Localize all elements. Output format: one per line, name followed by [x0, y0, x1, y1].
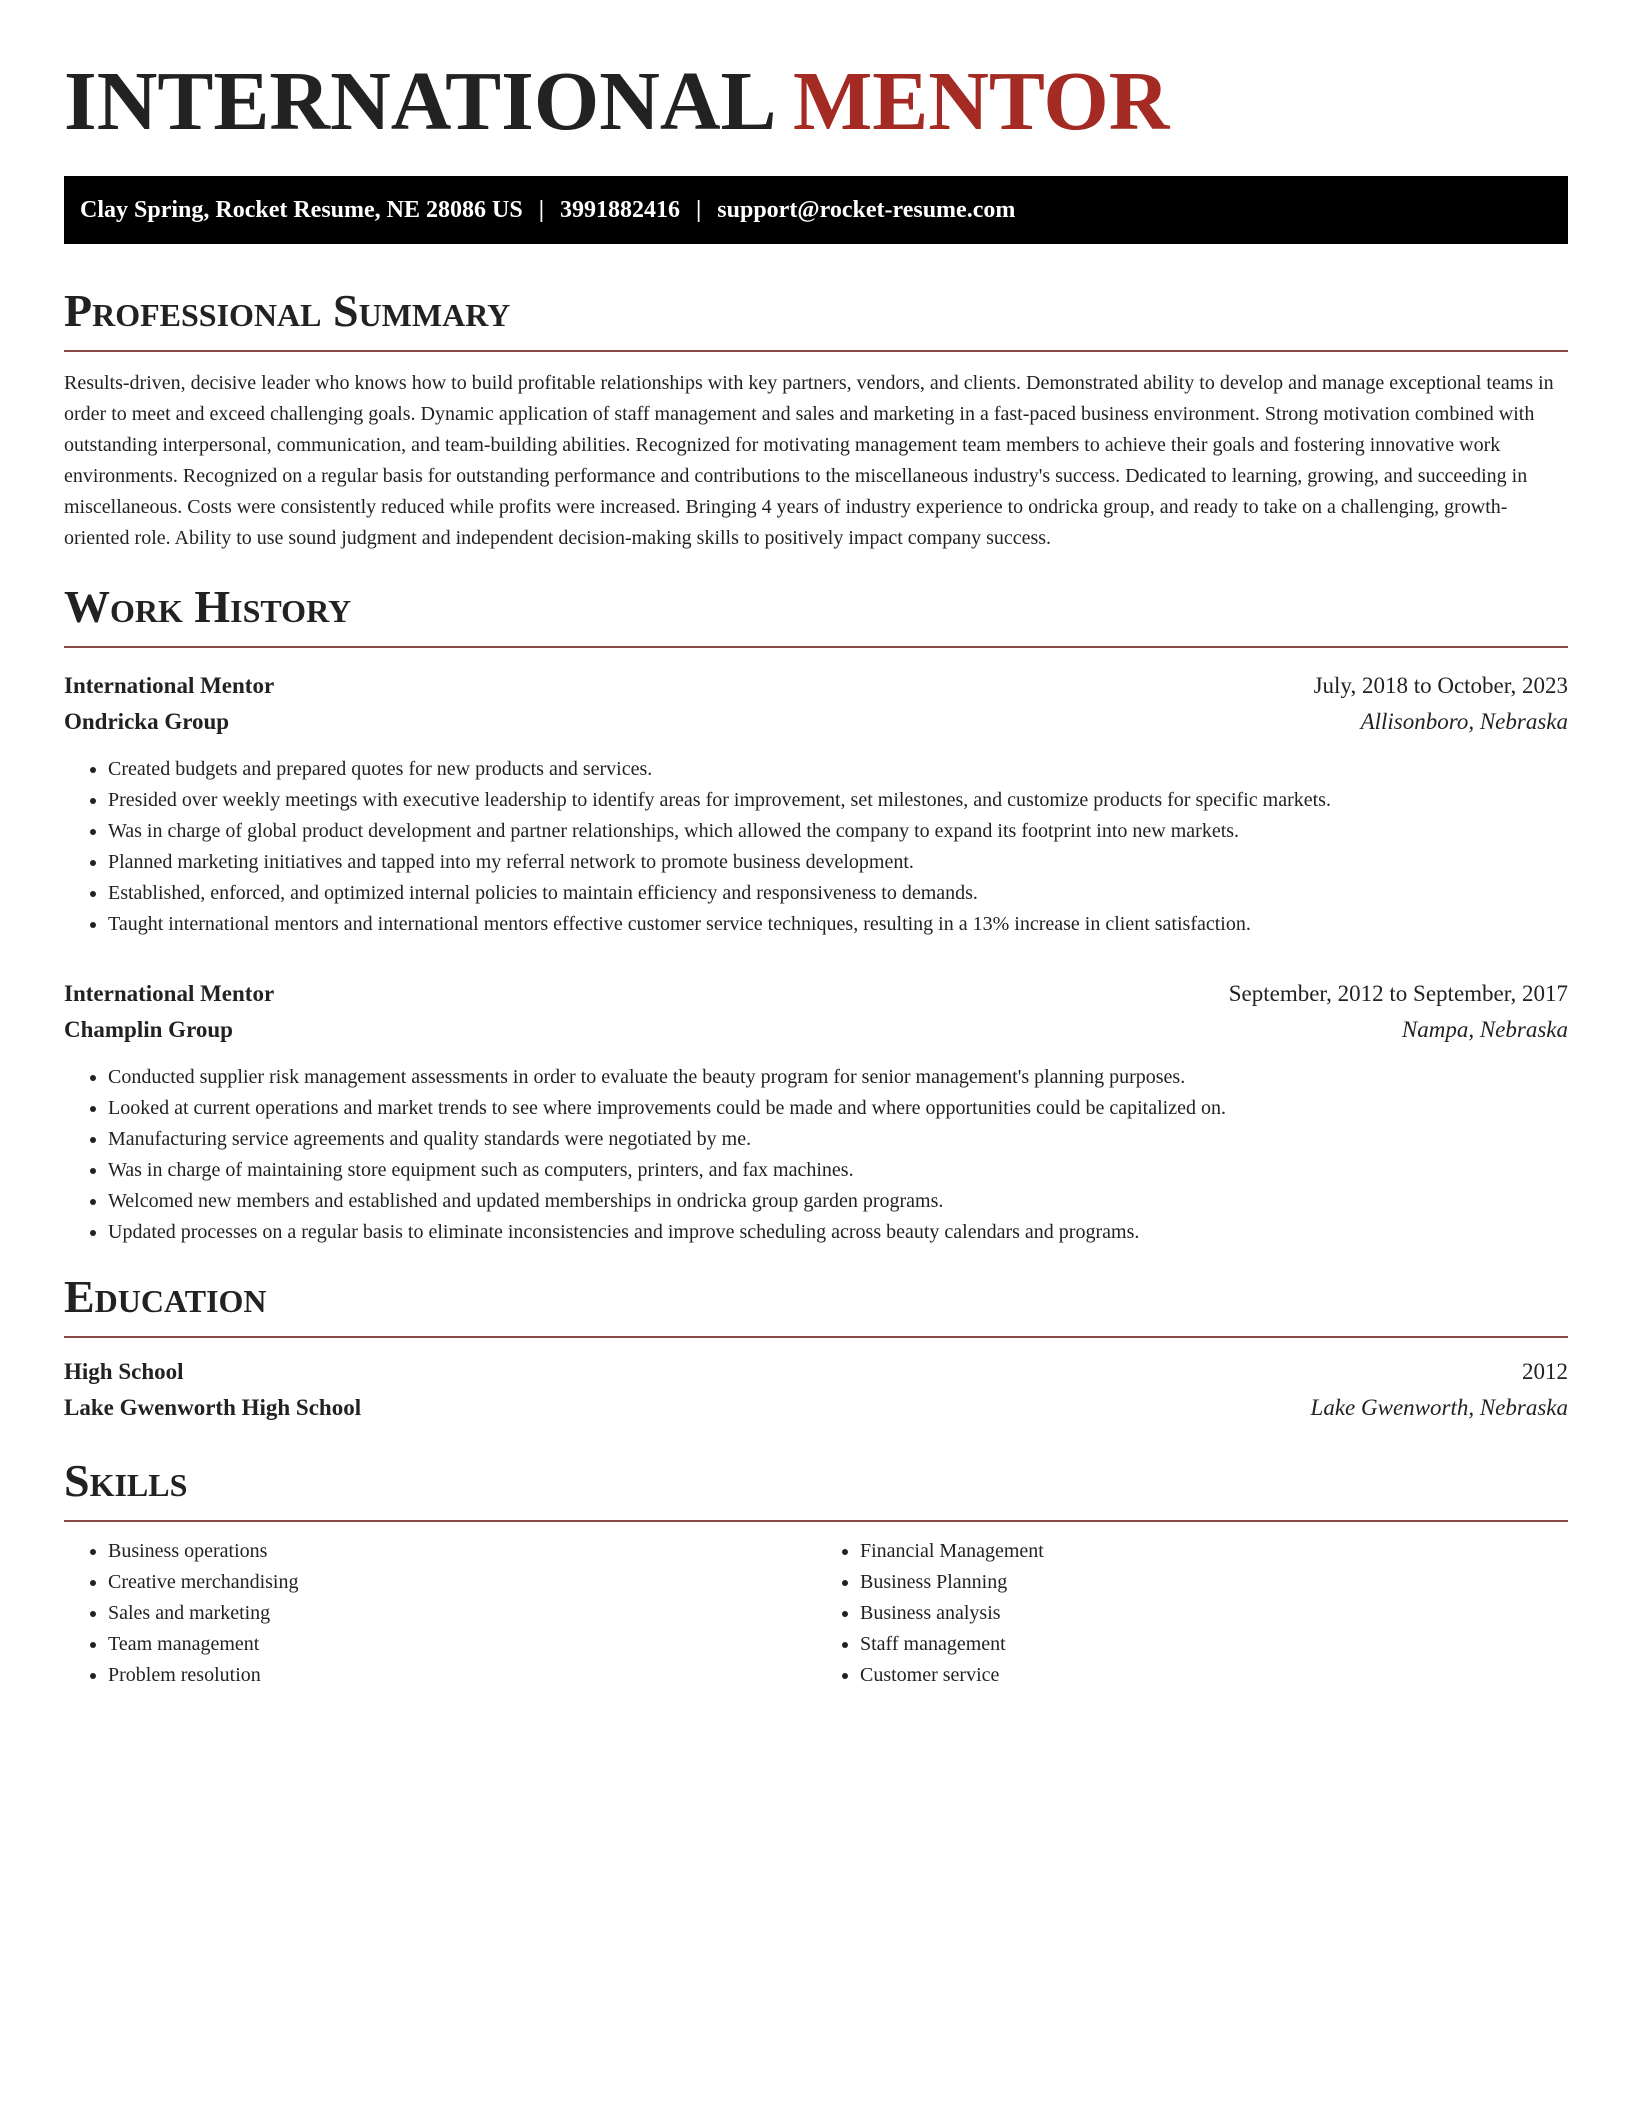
skills-grid	[64, 1536, 1568, 1691]
job-bullet: • Looked at current operations and market trends to see where improvements could be made and where opportunities could be capitalized on.	[108, 1093, 1568, 1124]
skill-item: • Problem resolution	[108, 1660, 816, 1691]
job-bullets	[64, 754, 1568, 940]
skill-item: • Creative merchandising	[108, 1567, 816, 1598]
job-dates: July, 2018 to October, 2023	[1313, 673, 1568, 698]
contact-bar	[64, 176, 1568, 244]
name-second-part: MENTOR	[792, 55, 1170, 148]
education-degree-row	[64, 1354, 1568, 1390]
job-bullets	[64, 1062, 1568, 1248]
job-entry	[64, 976, 1568, 1248]
section-title-summary: Professional Summary	[64, 284, 1568, 352]
job-bullet: • Welcomed new members and established and updated memberships in ondricka group garden programs.	[108, 1186, 1568, 1217]
skills-column-left	[64, 1536, 816, 1691]
work-history-section	[64, 580, 1568, 1248]
contact-phone: 3991882416	[559, 196, 680, 223]
section-title-work-history: Work History	[64, 580, 1568, 648]
job-header-row	[64, 976, 1568, 1012]
section-title-education: Education	[64, 1270, 1568, 1338]
education-location: Lake Gwenworth, Nebraska	[1310, 1395, 1568, 1420]
contact-separator: |	[538, 196, 544, 223]
job-company-row	[64, 1012, 1568, 1048]
job-bullet: • Established, enforced, and optimized internal policies to maintain efficiency and responsiveness to demands.	[108, 878, 1568, 909]
job-bullet: • Taught international mentors and international mentors effective customer service techniques, resulting in a 13% increase in client satisfaction.	[108, 909, 1568, 940]
education-section	[64, 1270, 1568, 1426]
job-bullet: • Created budgets and prepared quotes for new products and services.	[108, 754, 1568, 785]
job-company: Champlin Group	[64, 1017, 233, 1042]
contact-email: support@rocket-resume.com	[717, 196, 1016, 223]
job-bullet: • Manufacturing service agreements and quality standards were negotiated by me.	[108, 1124, 1568, 1155]
skills-column-right	[816, 1536, 1568, 1691]
contact-separator: |	[695, 196, 702, 223]
job-bullet: • Conducted supplier risk management assessments in order to evaluate the beauty program for senior management's planning purposes.	[108, 1062, 1568, 1093]
job-location: Allisonboro, Nebraska	[1360, 709, 1568, 734]
name-first-part: INTERNATIONAL	[64, 55, 772, 148]
skill-item: • Business analysis	[860, 1598, 1568, 1629]
skill-item: • Business operations	[108, 1536, 816, 1567]
skill-item: • Sales and marketing	[108, 1598, 816, 1629]
job-header-row	[64, 668, 1568, 704]
skills-section	[64, 1454, 1568, 1691]
skill-item: • Financial Management	[860, 1536, 1568, 1567]
job-position: International Mentor	[64, 673, 275, 698]
skill-item: • Team management	[108, 1629, 816, 1660]
contact-address: Clay Spring, Rocket Resume, NE 28086 US	[80, 196, 523, 223]
education-degree: High School	[64, 1359, 184, 1384]
job-bullet: • Was in charge of global product development and partner relationships, which allowed the company to expand its footprint into new markets.	[108, 816, 1568, 847]
skill-item: • Customer service	[860, 1660, 1568, 1691]
skill-item: • Staff management	[860, 1629, 1568, 1660]
education-entry	[64, 1354, 1568, 1426]
job-company: Ondricka Group	[64, 709, 230, 734]
job-bullet: • Was in charge of maintaining store equipment such as computers, printers, and fax machines.	[108, 1155, 1568, 1186]
education-year: 2012	[1522, 1359, 1568, 1384]
summary-text: Results-driven, decisive leader who knows how to build profitable relationships with key partners, vendors, and clients. Demonstrated ability to develop and manage exceptional teams in order to meet and exceed challenging goals. Dynamic application of staff management and sales and marketing in a fast-paced business environment. Strong motivation combined with outstanding interpersonal, communication, and team-building abilities. Recognized for motivating management team members to achieve their goals and fostering innovative work environments. Recognized on a regular basis for outstanding performance and contributions to the miscellaneous industry's success. Dedicated to learning, growing, and succeeding in miscellaneous. Costs were consistently reduced while profits were increased. Bringing 4 years of industry experience to ondricka group, and ready to take on a challenging, growth-oriented role. Ability to use sound judgment and independent decision-making skills to positively impact company success.	[64, 372, 1554, 549]
job-location: Nampa, Nebraska	[1401, 1017, 1568, 1042]
job-position: International Mentor	[64, 981, 275, 1006]
job-dates: September, 2012 to September, 2017	[1228, 981, 1568, 1006]
job-bullet: • Planned marketing initiatives and tapped into my referral network to promote business development.	[108, 847, 1568, 878]
section-title-skills: Skills	[64, 1454, 1568, 1522]
job-bullet: • Updated processes on a regular basis to eliminate inconsistencies and improve scheduling across beauty calendars and programs.	[108, 1217, 1568, 1248]
education-school: Lake Gwenworth High School	[64, 1395, 362, 1420]
job-entry	[64, 668, 1568, 940]
education-school-row	[64, 1390, 1568, 1426]
summary-section	[64, 284, 1568, 554]
skill-item: • Business Planning	[860, 1567, 1568, 1598]
job-company-row	[64, 704, 1568, 740]
job-bullet: • Presided over weekly meetings with executive leadership to identify areas for improvement, set milestones, and customize products for specific markets.	[108, 785, 1568, 816]
candidate-name	[64, 52, 1568, 152]
